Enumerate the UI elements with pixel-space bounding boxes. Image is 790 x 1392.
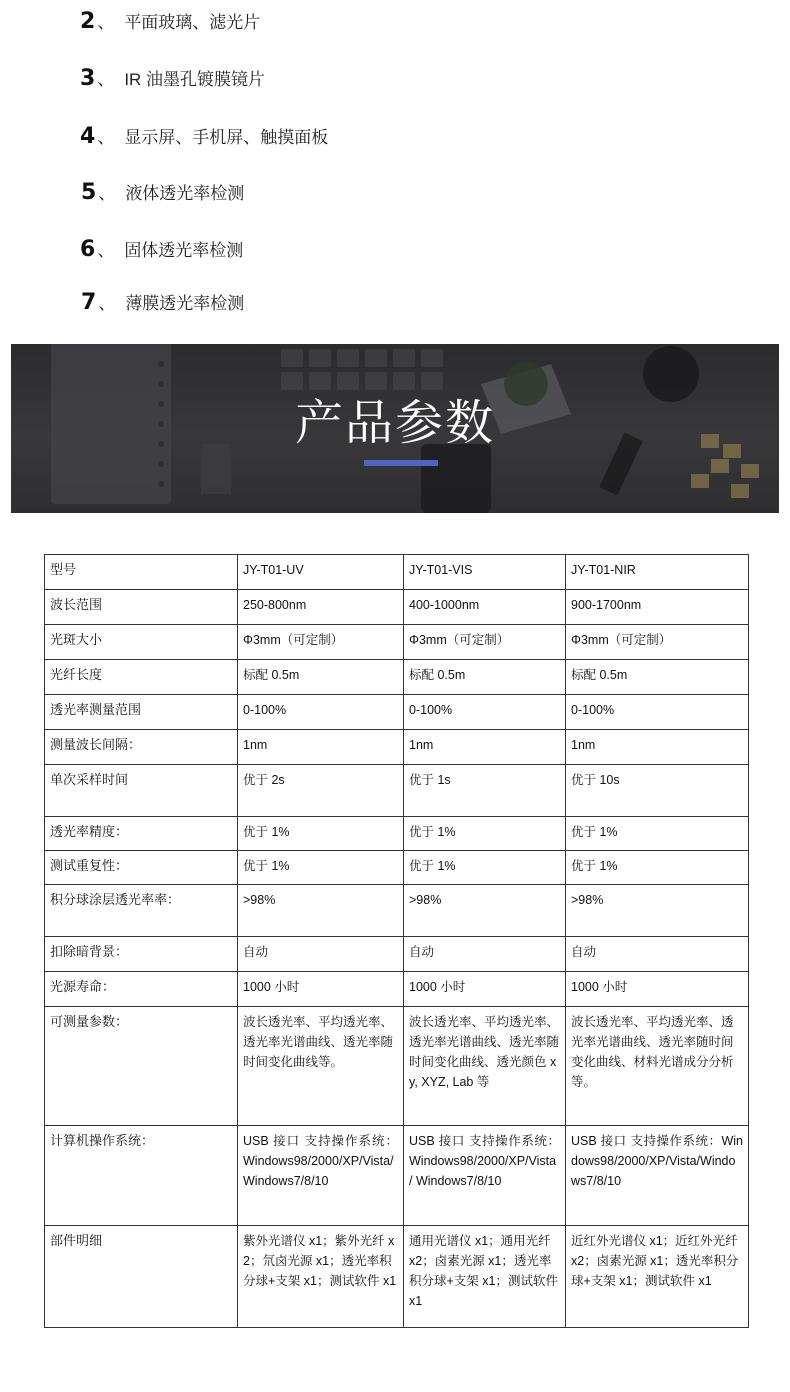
spec-value-vis: 1nm	[404, 730, 566, 765]
table-header-row	[45, 555, 749, 590]
application-list	[0, 0, 790, 340]
spec-value-vis: USB 接口 支持操作系统：Windows98/2000/XP/Vista / Windows7/8/10	[404, 1126, 566, 1226]
table-row	[45, 625, 749, 660]
application-item	[80, 236, 243, 266]
spec-value-nir: 自动	[566, 937, 749, 972]
table-row	[45, 730, 749, 765]
application-item	[81, 179, 244, 209]
table-row	[45, 590, 749, 625]
spec-value-nir: 优于 1%	[566, 817, 749, 851]
spec-value-uv: USB 接口 支持操作系统：Windows98/2000/XP/Vista/Windows7/8/10	[238, 1126, 404, 1226]
application-text: 固体透光率检测	[124, 241, 244, 260]
application-separator: 、	[98, 184, 116, 203]
table-row	[45, 660, 749, 695]
spec-value-nir: 900-1700nm	[566, 590, 749, 625]
table-row	[45, 817, 749, 851]
application-separator: 、	[98, 294, 116, 313]
spec-value-vis: 波长透光率、平均透光率、透光率光谱曲线、透光率随时间变化曲线、透光颜色 xy, XYZ, Lab 等	[404, 1007, 566, 1126]
table-row	[45, 851, 749, 885]
spec-value-uv: 250-800nm	[238, 590, 404, 625]
spec-label: 单次采样时间	[45, 765, 238, 817]
spec-value-uv: 自动	[238, 937, 404, 972]
title-underline	[364, 460, 438, 466]
spec-value-vis: 标配 0.5m	[404, 660, 566, 695]
spec-label: 光源寿命：	[45, 972, 238, 1007]
application-item	[80, 65, 265, 95]
spec-value-vis: 通用光谱仪 x1；通用光纤 x2；卤素光源 x1；透光率积分球+支架 x1；测试软件 x1	[404, 1226, 566, 1328]
spec-label: 光斑大小	[45, 625, 238, 660]
spec-value-nir: JY-T01-NIR	[566, 555, 749, 590]
table-row	[45, 885, 749, 937]
spec-label: 光纤长度	[45, 660, 238, 695]
spec-label: 测试重复性：	[45, 851, 238, 885]
spec-value-uv: 优于 1%	[238, 817, 404, 851]
spec-label: 计算机操作系统：	[45, 1126, 238, 1226]
spec-value-uv: 波长透光率、平均透光率、透光率光谱曲线、透光率随时间变化曲线等。	[238, 1007, 404, 1126]
spec-label: 测量波长间隔：	[45, 730, 238, 765]
spec-label: 扣除暗背景：	[45, 937, 238, 972]
spec-value-nir: 标配 0.5m	[566, 660, 749, 695]
application-text: 平面玻璃、滤光片	[124, 13, 261, 32]
application-text: 薄膜透光率检测	[125, 294, 245, 313]
spec-value-vis: 优于 1%	[404, 851, 566, 885]
spec-label: 可测量参数：	[45, 1007, 238, 1126]
spec-value-vis: >98%	[404, 885, 566, 937]
spec-label: 积分球涂层透光率率：	[45, 885, 238, 937]
application-separator: 、	[97, 70, 115, 89]
spec-value-uv: 标配 0.5m	[238, 660, 404, 695]
spec-value-nir: >98%	[566, 885, 749, 937]
spec-value-nir: 优于 10s	[566, 765, 749, 817]
spec-value-vis: 优于 1s	[404, 765, 566, 817]
table-row	[45, 937, 749, 972]
spec-label: 部件明细	[45, 1226, 238, 1328]
table-row	[45, 972, 749, 1007]
application-text: 液体透光率检测	[125, 184, 245, 203]
spec-value-uv: >98%	[238, 885, 404, 937]
spec-label: 透光率精度：	[45, 817, 238, 851]
table-row	[45, 765, 749, 817]
spec-value-uv: 紫外光谱仪 x1；紫外光纤 x2；氘卤光源 x1；透光率积分球+支架 x1；测试软件 x1	[238, 1226, 404, 1328]
spec-value-uv: 1000 小时	[238, 972, 404, 1007]
spec-value-nir: 近红外光谱仪 x1；近红外光纤 x2；卤素光源 x1；透光率积分球+支架 x1；测试软件 x1	[566, 1226, 749, 1328]
section-title: 产品参数	[294, 395, 495, 451]
spec-value-vis: 优于 1%	[404, 817, 566, 851]
table-row	[45, 1226, 749, 1328]
spec-label: 透光率测量范围	[45, 695, 238, 730]
spec-value-vis: JY-T01-VIS	[404, 555, 566, 590]
spec-value-uv: 优于 2s	[238, 765, 404, 817]
application-number: 4	[80, 124, 96, 149]
spec-value-vis: Φ3mm（可定制）	[404, 625, 566, 660]
application-separator: 、	[97, 128, 115, 147]
table-row	[45, 1126, 749, 1226]
spec-table	[44, 554, 749, 1328]
spec-value-vis: 1000 小时	[404, 972, 566, 1007]
application-number: 6	[80, 237, 96, 262]
spec-value-nir: 波长透光率、平均透光率、透光率光谱曲线、透光率随时间变化曲线、材料光谱成分分析等。	[566, 1007, 749, 1126]
spec-value-uv: JY-T01-UV	[238, 555, 404, 590]
spec-label: 型号	[45, 555, 238, 590]
spec-value-uv: Φ3mm（可定制）	[238, 625, 404, 660]
section-banner	[11, 344, 779, 513]
table-row	[45, 695, 749, 730]
spec-value-vis: 0-100%	[404, 695, 566, 730]
spec-value-vis: 自动	[404, 937, 566, 972]
application-number: 5	[81, 180, 97, 205]
spec-value-nir: 优于 1%	[566, 851, 749, 885]
spec-value-nir: USB 接口 支持操作系统：Windows98/2000/XP/Vista/Windows7/8/10	[566, 1126, 749, 1226]
application-separator: 、	[97, 13, 115, 32]
application-number: 2	[80, 9, 96, 34]
application-number: 7	[81, 290, 97, 315]
application-text: IR 油墨孔镀膜镜片	[124, 70, 266, 89]
application-item	[81, 289, 244, 319]
application-number: 3	[80, 66, 96, 91]
spec-value-nir: Φ3mm（可定制）	[566, 625, 749, 660]
spec-value-uv: 优于 1%	[238, 851, 404, 885]
spec-value-nir: 1nm	[566, 730, 749, 765]
spec-value-uv: 0-100%	[238, 695, 404, 730]
spec-value-nir: 0-100%	[566, 695, 749, 730]
application-text: 显示屏、手机屏、触摸面板	[124, 128, 329, 147]
spec-value-uv: 1nm	[238, 730, 404, 765]
application-item	[80, 123, 328, 153]
spec-label: 波长范围	[45, 590, 238, 625]
spec-value-vis: 400-1000nm	[404, 590, 566, 625]
application-item	[80, 8, 260, 38]
table-row	[45, 1007, 749, 1126]
spec-value-nir: 1000 小时	[566, 972, 749, 1007]
application-separator: 、	[97, 241, 115, 260]
